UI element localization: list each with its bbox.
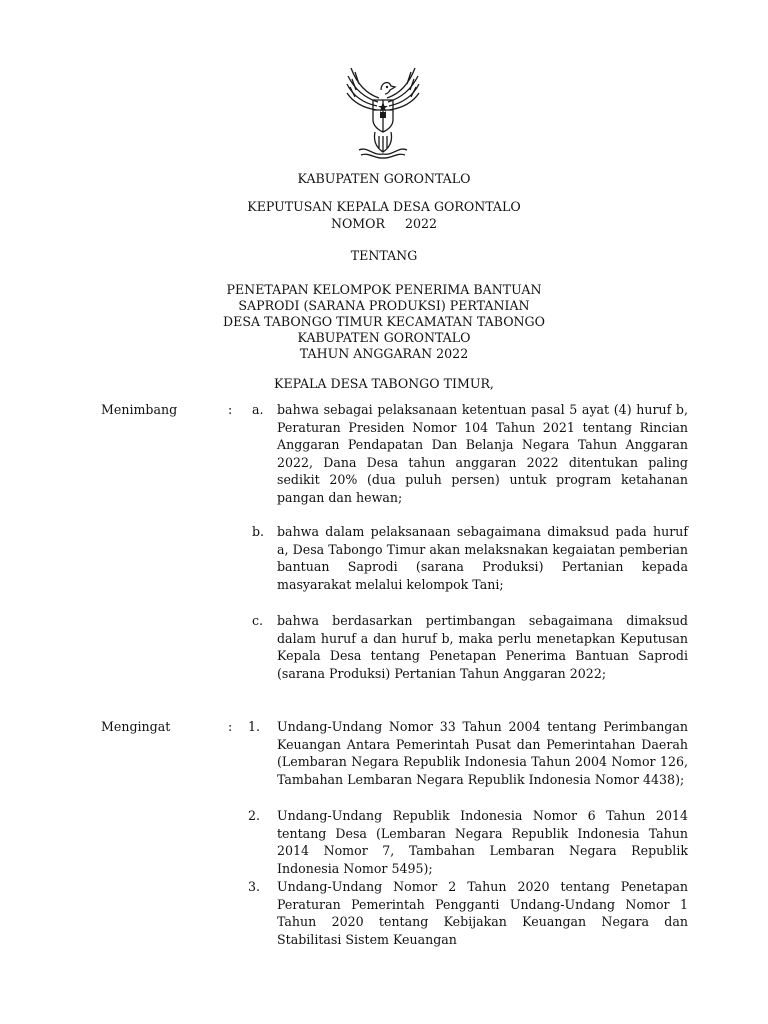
subject-line: TAHUN ANGGARAN 2022: [299, 346, 469, 361]
item-marker: a.: [252, 402, 264, 417]
item-text: bahwa berdasarkan pertimbangan sebagaimana dimaksud dalam huruf a dan huruf b, maka perlu menetapkan Keputusan Kepala Desa tentang Penetapan Penerima Bantuan Saprodi (sarana Produksi) Pertanian Tahun Anggaran 2022;: [277, 613, 688, 681]
item-text: Undang-Undang Nomor 33 Tahun 2004 tentang Perimbangan Keuangan Antara Pemerintah Pusat dan Pemerintahan Daerah (Lembaran Negara Republik Indonesia Tahun 2004 Nomor 126, Tambahan Lembaran Negara Republik Indonesia Nomor 4438);: [277, 719, 688, 787]
item-text: bahwa dalam pelaksanaan sebagaimana dimaksud pada huruf a, Desa Tabongo Timur akan melaksnakan kegaiatan pemberian bantuan Saprodi (sarana Produksi) Pertanian kepada masyarakat melalui kelompok Tani;: [277, 524, 688, 592]
item-marker: c.: [252, 613, 264, 628]
section-colon: :: [228, 719, 233, 734]
item-marker: b.: [252, 524, 265, 539]
item-text: bahwa sebagai pelaksanaan ketentuan pasal 5 ayat (4) huruf b, Peraturan Presiden Nomor 104 Tahun 2021 tentang Rincian Anggaran Pendapatan Dan Belanja Negara Tahun Anggaran 2022, Dana Desa tahun anggaran 2022 ditentukan paling sedikit 20% (dua puluh persen) untuk program ketahanan pangan dan hewan;: [277, 402, 688, 505]
item-marker: 1.: [248, 719, 261, 734]
item-text: Undang-Undang Republik Indonesia Nomor 6 Tahun 2014 tentang Desa (Lembaran Negara Republik Indonesia Tahun 2014 Nomor 7, Tambahan Lembaran Negara Republik Indonesia Nomor 5495);: [277, 808, 688, 876]
section-label: Menimbang: [101, 402, 178, 417]
item-text: Undang-Undang Nomor 2 Tahun 2020 tentang Penetapan Peraturan Pemerintah Pengganti Undang-Undang Nomor 1 Tahun 2020 tentang Kebijakan Keuangan Negara dan Stabilitasi Sistem Keuangan: [277, 879, 688, 947]
subject-line: DESA TABONGO TIMUR KECAMATAN TABONGO: [223, 314, 545, 329]
regency-heading: KABUPATEN GORONTALO: [297, 171, 471, 186]
garuda-emblem-icon: [343, 60, 423, 160]
issuer-heading: KEPALA DESA TABONGO TIMUR,: [274, 376, 494, 391]
subject-line: SAPRODI (SARANA PRODUKSI) PERTANIAN: [238, 298, 530, 313]
about-heading: TENTANG: [350, 248, 418, 263]
decree-number: NOMOR 2022: [330, 216, 438, 231]
item-marker: 2.: [248, 808, 261, 823]
subject-line: KABUPATEN GORONTALO: [297, 330, 471, 345]
section-label: Mengingat: [101, 719, 171, 734]
subject-line: PENETAPAN KELOMPOK PENERIMA BANTUAN: [226, 282, 542, 297]
decree-title: KEPUTUSAN KEPALA DESA GORONTALO: [247, 199, 521, 214]
item-marker: 3.: [248, 879, 261, 894]
section-colon: :: [228, 402, 233, 417]
